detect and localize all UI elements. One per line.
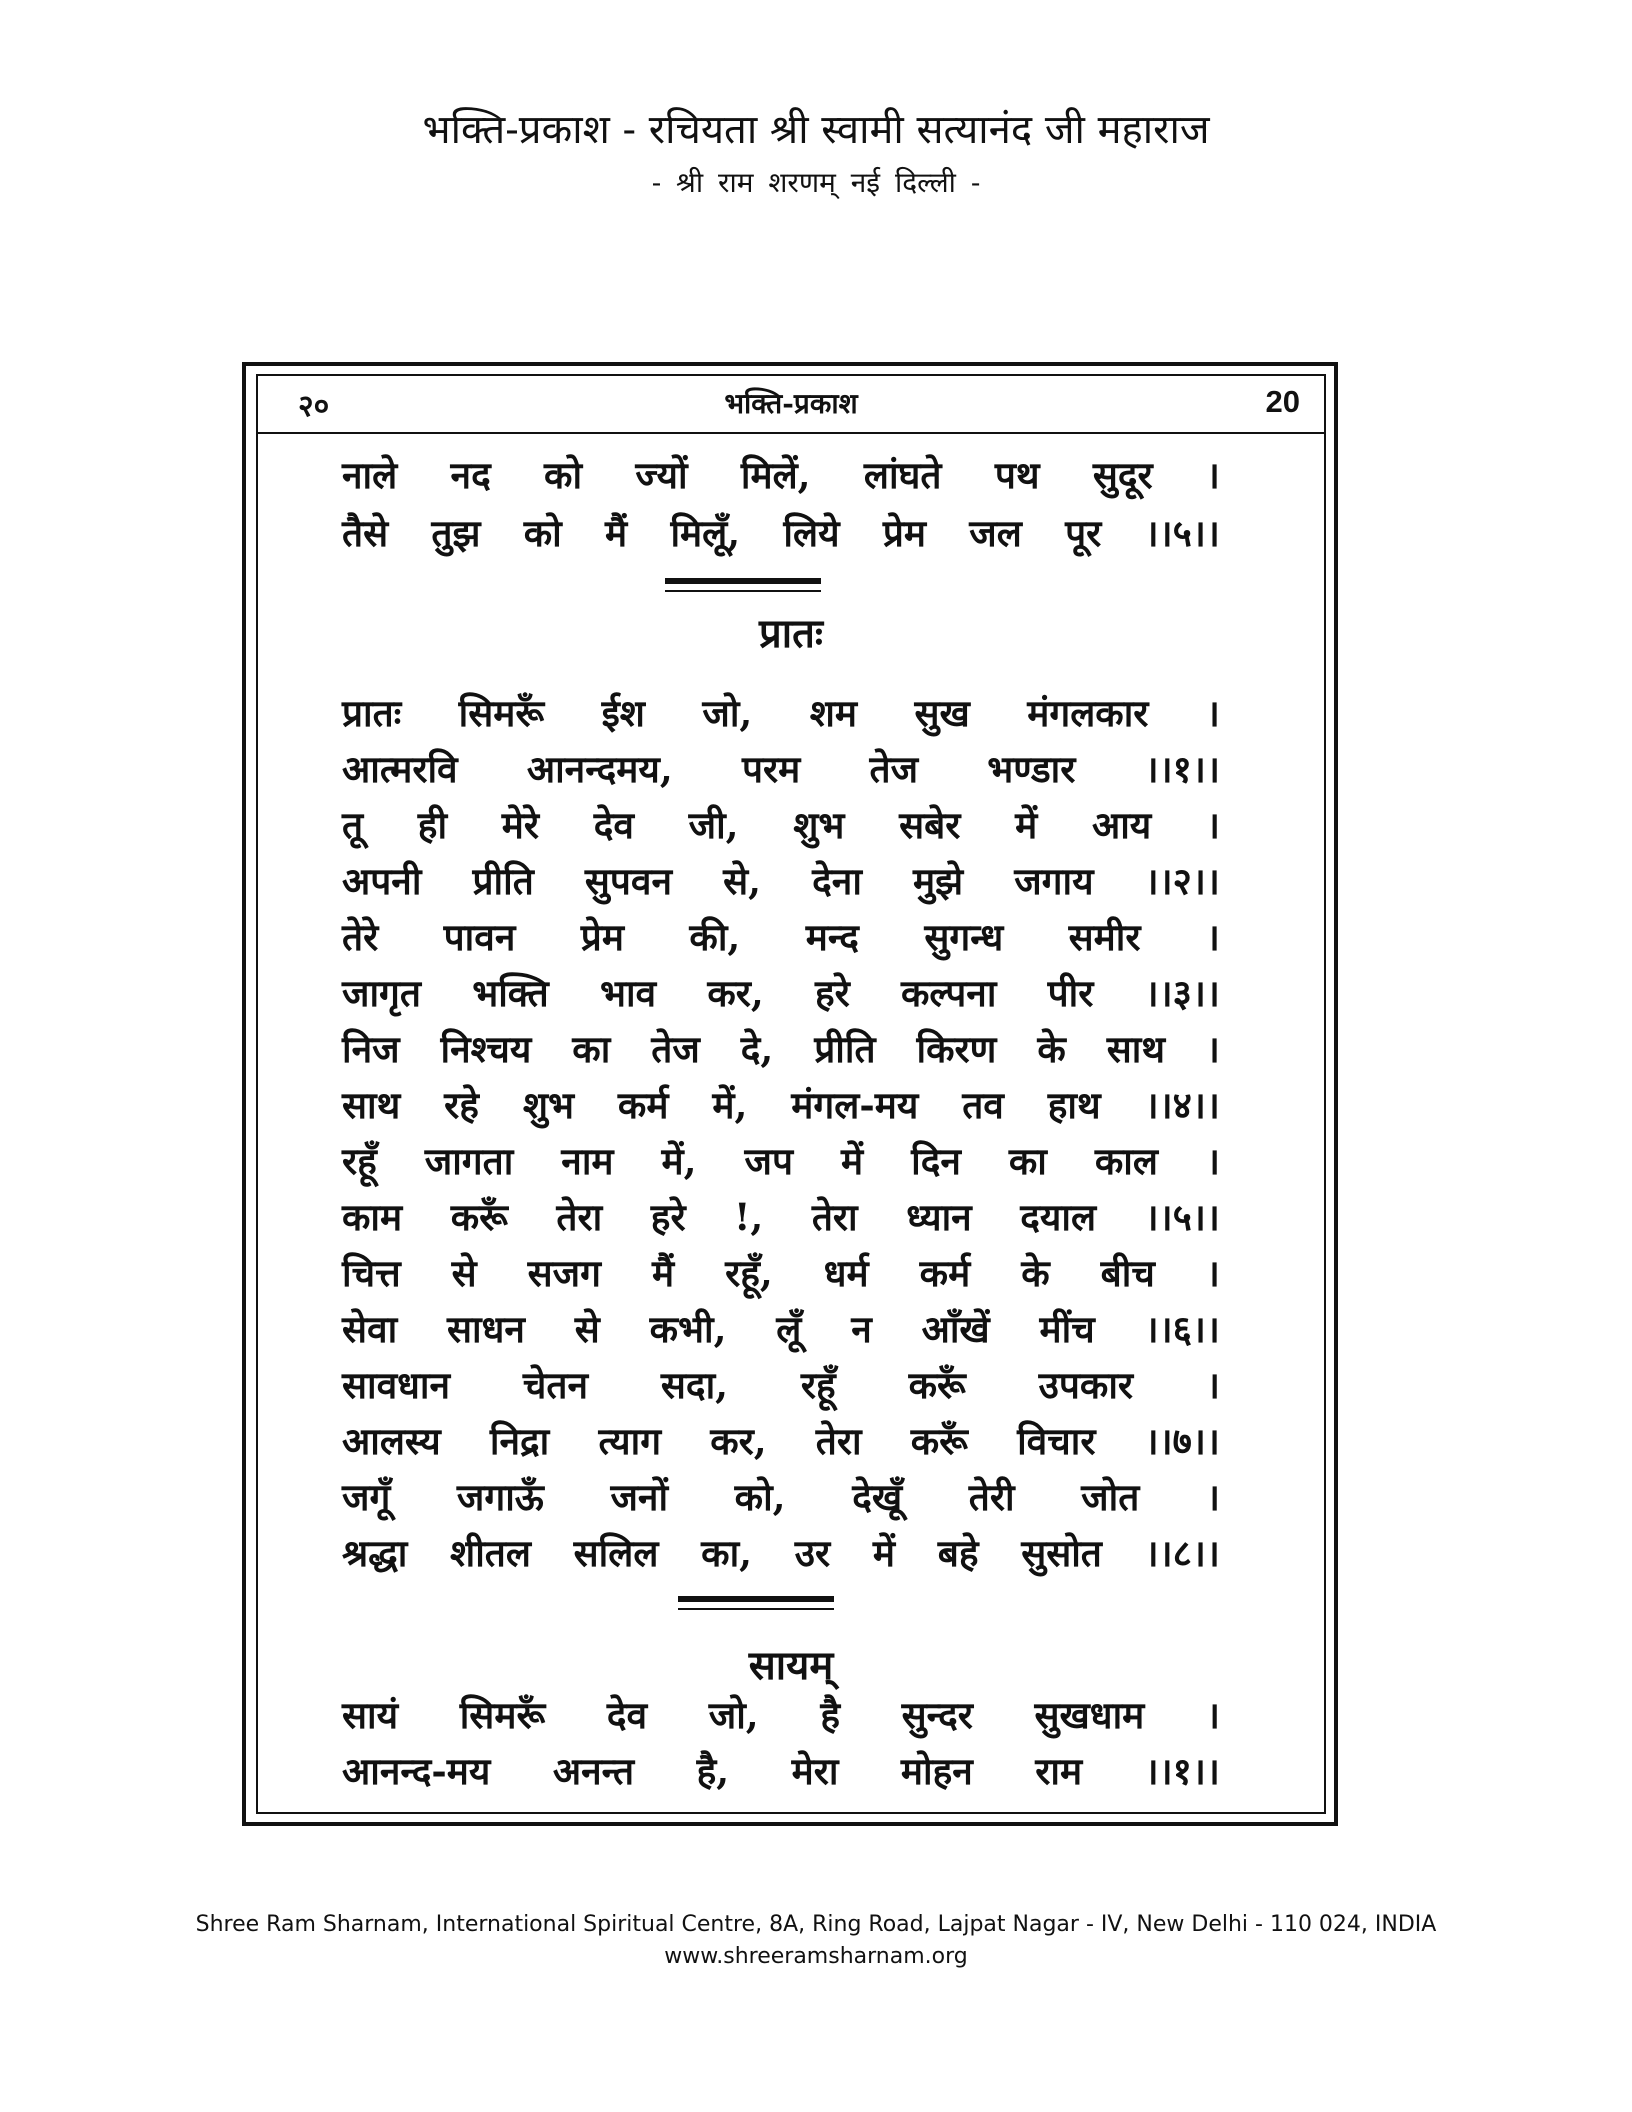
verse-word: भाव bbox=[599, 971, 657, 1015]
verse-word: प्रीति bbox=[814, 1027, 876, 1071]
verse-line bbox=[342, 1190, 1220, 1246]
verse-word: अनन्त bbox=[552, 1749, 635, 1793]
verse-word: मंगल-मय bbox=[791, 1083, 919, 1127]
verse-word: । bbox=[1205, 1693, 1220, 1737]
verse-word: ।।६।। bbox=[1144, 1307, 1220, 1351]
verse-word: में bbox=[1015, 803, 1038, 847]
verse-word: चित्त bbox=[342, 1251, 401, 1295]
verse-word: सुसोत bbox=[1021, 1531, 1102, 1575]
verse-word: रहूँ, bbox=[725, 1251, 773, 1295]
verse-word: हरे bbox=[814, 971, 850, 1015]
verse-word: का bbox=[1008, 1139, 1047, 1183]
verse-word: तेरी bbox=[968, 1475, 1015, 1519]
verse-word: में bbox=[872, 1531, 896, 1575]
verse-word: तेरा bbox=[811, 1195, 858, 1239]
verse-word: दयाल bbox=[1020, 1195, 1097, 1239]
verse-word: के bbox=[1037, 1027, 1066, 1071]
verse-word: मोहन bbox=[900, 1749, 973, 1793]
verse-word: सुदूर bbox=[1092, 453, 1153, 497]
verse-word: बीच bbox=[1100, 1251, 1155, 1295]
verse-word: तैसे bbox=[342, 511, 389, 555]
verse-word: करूँ bbox=[910, 1419, 968, 1463]
verse-word: । bbox=[1205, 1251, 1220, 1295]
verse-word: भक्ति bbox=[472, 971, 549, 1015]
verse-word: ।।१।। bbox=[1144, 747, 1220, 791]
verse-word: ।।१।। bbox=[1144, 1749, 1220, 1793]
verse-word: में, bbox=[661, 1139, 697, 1183]
section-divider-thin bbox=[665, 590, 821, 592]
verse-word: ।।३।। bbox=[1144, 971, 1220, 1015]
verse-word: से bbox=[574, 1307, 600, 1351]
verse-word: रहूँ bbox=[342, 1139, 377, 1183]
section-title-pratah: प्रातः bbox=[759, 610, 823, 657]
verse-word: जल bbox=[969, 511, 1022, 555]
verse-word: की, bbox=[689, 915, 741, 959]
verse-word: आलस्य bbox=[342, 1419, 441, 1463]
verse-word: देखूँ bbox=[852, 1475, 903, 1519]
verse-word: तुझ bbox=[431, 511, 481, 555]
verse-word: सावधान bbox=[342, 1363, 451, 1407]
verse-line bbox=[342, 1744, 1220, 1800]
section-divider-thin bbox=[678, 1608, 834, 1610]
verse-word: निज bbox=[342, 1027, 400, 1071]
verse-line bbox=[342, 1688, 1220, 1744]
verse-word: सुख bbox=[914, 691, 970, 735]
verse-word: लिये bbox=[783, 511, 840, 555]
verse-word: पीर bbox=[1047, 971, 1094, 1015]
verse-word: सिमरूँ bbox=[459, 1693, 546, 1737]
verse-word: सायं bbox=[342, 1693, 399, 1737]
verse-word: जोत bbox=[1081, 1475, 1140, 1519]
verse-word: शीतल bbox=[450, 1531, 531, 1575]
verse-word: जी, bbox=[688, 803, 739, 847]
verse-word: जगाय bbox=[1014, 859, 1094, 903]
verse-word: में bbox=[841, 1139, 864, 1183]
verse-word: समीर bbox=[1068, 915, 1141, 959]
verse-word: तेरे bbox=[342, 915, 379, 959]
verse-word: ।।४।। bbox=[1144, 1083, 1220, 1127]
verse-word: शुभ bbox=[522, 1083, 575, 1127]
verse-word: कर, bbox=[707, 971, 764, 1015]
verse-word: त्याग bbox=[598, 1419, 662, 1463]
verse-word: उपकार bbox=[1038, 1363, 1134, 1407]
running-title: भक्ति-प्रकाश bbox=[724, 387, 858, 420]
verse-word: । bbox=[1205, 1363, 1220, 1407]
verse-word: ही bbox=[417, 803, 448, 847]
verse-word: शुभ bbox=[793, 803, 845, 847]
verse-word: रहूँ bbox=[800, 1363, 836, 1407]
verse-word: उर bbox=[794, 1531, 831, 1575]
section-title-sayam: सायम् bbox=[748, 1642, 834, 1689]
verse-line bbox=[342, 1302, 1220, 1358]
verse-word: सुखधाम bbox=[1034, 1693, 1145, 1737]
verse-word: श्रद्धा bbox=[342, 1531, 408, 1575]
verse-word: आनन्दमय, bbox=[526, 747, 673, 791]
verse-word: तव bbox=[962, 1083, 1004, 1127]
verse-word: आत्मरवि bbox=[342, 747, 458, 791]
verse-word: । bbox=[1205, 915, 1220, 959]
verse-word: मन्द bbox=[805, 915, 859, 959]
verse-word: ।।५।। bbox=[1144, 1195, 1220, 1239]
verse-word: नाले bbox=[342, 453, 398, 497]
verse-word: चेतन bbox=[522, 1363, 589, 1407]
page-number: 20 bbox=[1265, 384, 1300, 419]
verse-word: पथ bbox=[994, 453, 1040, 497]
verse-word: धर्म bbox=[823, 1251, 869, 1295]
verse-word: तेरा bbox=[815, 1419, 862, 1463]
verse-word: राम bbox=[1035, 1749, 1083, 1793]
verse-word: सुगन्ध bbox=[924, 915, 1004, 959]
verse-word: पावन bbox=[443, 915, 516, 959]
verse-word: नद bbox=[450, 453, 491, 497]
verse-word: को bbox=[523, 511, 562, 555]
verse-word: मैं bbox=[605, 511, 628, 555]
verse-word: सजग bbox=[527, 1251, 601, 1295]
verse-word: देना bbox=[812, 859, 862, 903]
section-divider bbox=[678, 1596, 834, 1602]
verse-line bbox=[342, 1246, 1220, 1302]
verse-word: जो, bbox=[702, 691, 753, 735]
verse-word: कर, bbox=[710, 1419, 767, 1463]
verse-word: शम bbox=[809, 691, 858, 735]
footer-website: www.shreeramsharnam.org bbox=[664, 1944, 968, 1969]
verse-word: है bbox=[820, 1693, 840, 1737]
verse-word: साथ bbox=[342, 1083, 401, 1127]
verse-word: सिमरूँ bbox=[458, 691, 545, 735]
section-divider bbox=[665, 578, 821, 584]
verse-word: सुपवन bbox=[584, 859, 673, 903]
document-title: भक्ति-प्रकाश - रचियता श्री स्वामी सत्यानंद जी महाराज bbox=[422, 107, 1210, 153]
verse-word: दे, bbox=[740, 1027, 774, 1071]
verse-word: । bbox=[1205, 1139, 1220, 1183]
verse-word: भण्डार bbox=[987, 747, 1076, 791]
verse-word: । bbox=[1205, 691, 1220, 735]
verse-word: । bbox=[1205, 1027, 1220, 1071]
verse-word: करूँ bbox=[908, 1363, 966, 1407]
verse-line bbox=[342, 1022, 1220, 1078]
verse-word: साधन bbox=[447, 1307, 525, 1351]
document-subtitle: - श्री राम शरणम् नई दिल्ली - bbox=[651, 166, 981, 199]
verse-word: ईश bbox=[601, 691, 645, 735]
verse-word: बहे bbox=[937, 1531, 979, 1575]
verse-line bbox=[342, 506, 1220, 562]
verse-word: मिलें, bbox=[740, 453, 811, 497]
verse-word: कभी, bbox=[649, 1307, 727, 1351]
verse-word: जागृत bbox=[342, 971, 421, 1015]
verse-word: देव bbox=[606, 1693, 648, 1737]
verse-word: पूर bbox=[1065, 511, 1102, 555]
verse-word: प्रेम bbox=[882, 511, 927, 555]
verse-word: प्रातः bbox=[342, 691, 402, 735]
verse-word: ।।५।। bbox=[1144, 511, 1220, 555]
verse-line bbox=[342, 1134, 1220, 1190]
verse-word: मंगलकार bbox=[1027, 691, 1149, 735]
verse-line bbox=[342, 798, 1220, 854]
verse-word: सुन्दर bbox=[901, 1693, 973, 1737]
verse-word: से bbox=[451, 1251, 477, 1295]
verse-word: आँखें bbox=[921, 1307, 990, 1351]
verse-word: तू bbox=[342, 803, 364, 847]
verse-word: निश्चय bbox=[440, 1027, 532, 1071]
verse-word: जो, bbox=[708, 1693, 759, 1737]
verse-word: निद्रा bbox=[489, 1419, 550, 1463]
verse-word: ज्यों bbox=[635, 453, 688, 497]
verse-word: परम bbox=[742, 747, 801, 791]
verse-word: लांघते bbox=[863, 453, 942, 497]
footer-address: Shree Ram Sharnam, International Spiritual Centre, 8A, Ring Road, Lajpat Nagar - IV, New Delhi - 110 024, INDIA bbox=[195, 1912, 1437, 1937]
verse-line bbox=[342, 910, 1220, 966]
verse-line bbox=[342, 1470, 1220, 1526]
verse-word: किरण bbox=[916, 1027, 997, 1071]
verse-word: नाम bbox=[561, 1139, 614, 1183]
verse-word: जगूँ bbox=[342, 1475, 391, 1519]
verse-word: करूँ bbox=[450, 1195, 508, 1239]
verse-word: मेरे bbox=[501, 803, 539, 847]
verse-word: कर्म bbox=[919, 1251, 971, 1295]
verse-word: विचार bbox=[1017, 1419, 1096, 1463]
verse-word: प्रेम bbox=[580, 915, 624, 959]
verse-word: जप bbox=[744, 1139, 794, 1183]
verse-word: में, bbox=[712, 1083, 748, 1127]
verse-line bbox=[342, 1078, 1220, 1134]
verse-line bbox=[342, 448, 1220, 504]
verse-word: साथ bbox=[1106, 1027, 1165, 1071]
verse-word: का bbox=[572, 1027, 611, 1071]
verse-word: है, bbox=[696, 1749, 730, 1793]
verse-line bbox=[342, 742, 1220, 798]
verse-word: जागता bbox=[424, 1139, 514, 1183]
verse-word: का, bbox=[701, 1531, 753, 1575]
verse-word: !, bbox=[734, 1195, 764, 1239]
verse-line bbox=[342, 1414, 1220, 1470]
verse-word: सदा, bbox=[660, 1363, 729, 1407]
verse-word: मिलूँ, bbox=[670, 511, 741, 555]
verse-word: प्रीति bbox=[472, 859, 534, 903]
verse-word: तेरा bbox=[556, 1195, 603, 1239]
verse-word: से, bbox=[723, 859, 762, 903]
verse-word: मींच bbox=[1039, 1307, 1095, 1351]
verse-word: जगाऊँ bbox=[456, 1475, 544, 1519]
page-number-devanagari: २० bbox=[298, 389, 330, 424]
verse-word: ।।७।। bbox=[1144, 1419, 1220, 1463]
verse-line bbox=[342, 686, 1220, 742]
verse-word: जनों bbox=[610, 1475, 669, 1519]
verse-word: कर्म bbox=[617, 1083, 669, 1127]
header-rule bbox=[256, 432, 1326, 434]
verse-word: ।।२।। bbox=[1144, 859, 1220, 903]
verse-word: दिन bbox=[911, 1139, 961, 1183]
verse-word: देव bbox=[593, 803, 634, 847]
verse-word: आय bbox=[1091, 803, 1152, 847]
verse-word: आनन्द-मय bbox=[342, 1749, 491, 1793]
verse-line bbox=[342, 1358, 1220, 1414]
verse-word: को bbox=[544, 453, 583, 497]
verse-word: तेज bbox=[651, 1027, 700, 1071]
verse-word: सेवा bbox=[342, 1307, 398, 1351]
verse-word: न bbox=[851, 1307, 872, 1351]
verse-line bbox=[342, 854, 1220, 910]
verse-word: हरे bbox=[650, 1195, 686, 1239]
verse-word: तेज bbox=[869, 747, 919, 791]
verse-word: कल्पना bbox=[900, 971, 997, 1015]
verse-word: सलिल bbox=[573, 1531, 659, 1575]
verse-word: ।।८।। bbox=[1144, 1531, 1220, 1575]
verse-word: काल bbox=[1094, 1139, 1158, 1183]
verse-line bbox=[342, 1526, 1220, 1582]
verse-word: मैं bbox=[651, 1251, 675, 1295]
verse-word: मुझे bbox=[913, 859, 964, 903]
verse-word: लूँ bbox=[776, 1307, 802, 1351]
verse-word: । bbox=[1205, 1475, 1220, 1519]
verse-word: हाथ bbox=[1047, 1083, 1101, 1127]
verse-word: । bbox=[1205, 803, 1220, 847]
verse-word: अपनी bbox=[342, 859, 422, 903]
verse-word: रहे bbox=[444, 1083, 479, 1127]
verse-word: सबेर bbox=[899, 803, 961, 847]
verse-word: को, bbox=[734, 1475, 786, 1519]
verse-word: मेरा bbox=[791, 1749, 839, 1793]
verse-word: । bbox=[1205, 453, 1220, 497]
verse-word: के bbox=[1021, 1251, 1050, 1295]
verse-word: काम bbox=[342, 1195, 403, 1239]
verse-line bbox=[342, 966, 1220, 1022]
verse-word: ध्यान bbox=[906, 1195, 972, 1239]
